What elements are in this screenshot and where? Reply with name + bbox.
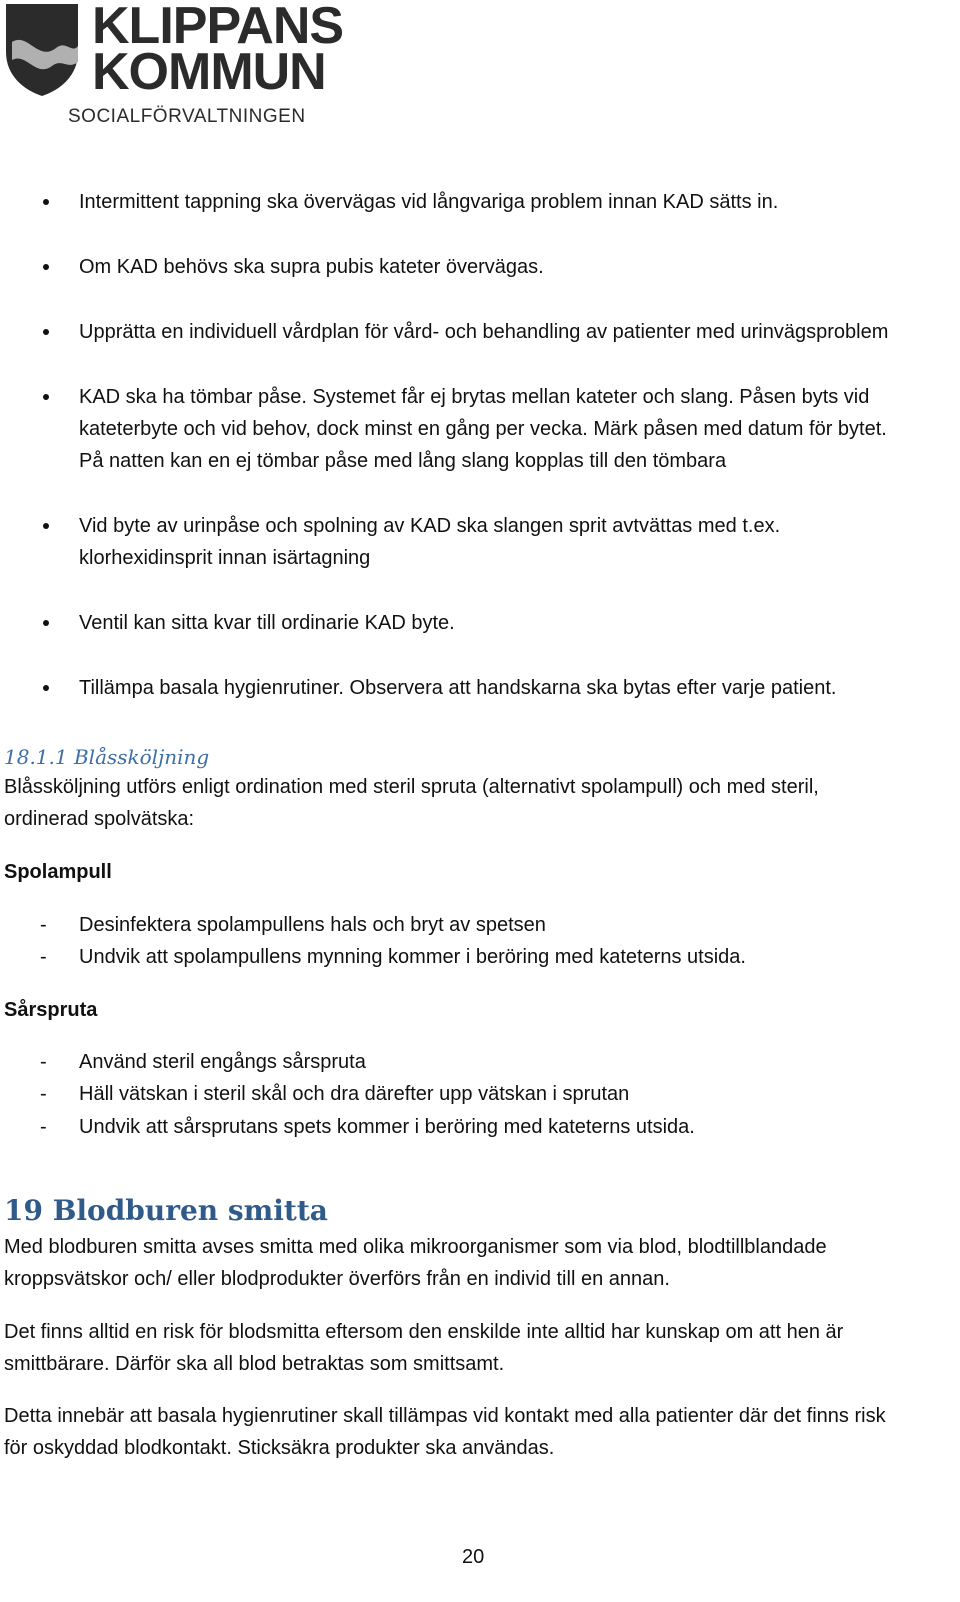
bullet-text: Upprätta en individuell vårdplan för vård- och behandling av patienter med urinvägsproblem: [79, 321, 889, 343]
bullet-text: På natten kan en ej tömbar påse med lång slang kopplas till den tömbara: [79, 450, 727, 472]
bullet-dot-icon: [43, 199, 49, 205]
dash-marker: -: [40, 1083, 47, 1105]
bullet-dot-icon: [43, 264, 49, 270]
dash-marker: -: [40, 914, 47, 936]
bullet-text: Tillämpa basala hygienrutiner. Observera att handskarna ska bytas efter varje patient.: [79, 677, 837, 699]
dash-item: Undvik att sårsprutans spets kommer i beröring med kateterns utsida.: [79, 1116, 695, 1138]
paragraph-line: Blåssköljning utförs enligt ordination med steril spruta (alternativt spolampull) och med steril,: [4, 776, 819, 798]
shield-logo-icon: [4, 2, 80, 98]
paragraph-line: kroppsvätskor och/ eller blodprodukter överförs från en individ till en annan.: [4, 1268, 670, 1290]
bullet-dot-icon: [43, 685, 49, 691]
bullet-text: Ventil kan sitta kvar till ordinarie KAD byte.: [79, 612, 455, 634]
bullet-text: KAD ska ha tömbar påse. Systemet får ej brytas mellan kateter och slang. Påsen byts vid: [79, 386, 870, 408]
bullet-dot-icon: [43, 523, 49, 529]
logo-line2: KOMMUN: [92, 43, 326, 101]
paragraph-line: Det finns alltid en risk för blodsmitta eftersom den enskilde inte alltid har kunskap om att hen är: [4, 1321, 844, 1343]
dash-marker: -: [40, 1051, 47, 1073]
subheading-spolampull: Spolampull: [4, 861, 112, 883]
section-heading: 18.1.1 Blåssköljning: [4, 745, 210, 769]
subheading-sarspruta: Sårspruta: [4, 999, 98, 1021]
bullet-dot-icon: [43, 620, 49, 626]
bullet-text: Intermittent tappning ska övervägas vid långvariga problem innan KAD sätts in.: [79, 191, 779, 213]
bullet-text: Om KAD behövs ska supra pubis kateter övervägas.: [79, 256, 544, 278]
bullet-dot-icon: [43, 394, 49, 400]
bullet-text: kateterbyte och vid behov, dock minst en gång per vecka. Märk påsen med datum för bytet.: [79, 418, 887, 440]
paragraph-line: Med blodburen smitta avses smitta med olika mikroorganismer som via blod, blodtillblandade: [4, 1236, 827, 1258]
section-heading: 19 Blodburen smitta: [4, 1194, 328, 1227]
dash-marker: -: [40, 1116, 47, 1138]
bullet-text: Vid byte av urinpåse och spolning av KAD ska slangen sprit avtvättas med t.ex.: [79, 515, 781, 537]
dash-item: Undvik att spolampullens mynning kommer i beröring med kateterns utsida.: [79, 946, 746, 968]
page-number: 20: [462, 1546, 485, 1568]
logo-line3: SOCIALFÖRVALTNINGEN: [68, 106, 306, 127]
logo-line1: KLIPPANS: [92, 0, 344, 55]
paragraph-line: för oskyddad blodkontakt. Sticksäkra produkter ska användas.: [4, 1437, 555, 1459]
paragraph-line: Detta innebär att basala hygienrutiner skall tillämpas vid kontakt med alla patienter där det finns risk: [4, 1405, 886, 1427]
dash-marker: -: [40, 946, 47, 968]
dash-item: Desinfektera spolampullens hals och bryt av spetsen: [79, 914, 546, 936]
paragraph-line: ordinerad spolvätska:: [4, 808, 195, 830]
paragraph-line: smittbärare. Därför ska all blod betraktas som smittsamt.: [4, 1353, 505, 1375]
dash-item: Använd steril engångs sårspruta: [79, 1051, 366, 1073]
dash-item: Häll vätskan i steril skål och dra därefter upp vätskan i sprutan: [79, 1083, 630, 1105]
logo: [4, 0, 344, 128]
bullet-text: klorhexidinsprit innan isärtagning: [79, 547, 371, 569]
bullet-dot-icon: [43, 329, 49, 335]
